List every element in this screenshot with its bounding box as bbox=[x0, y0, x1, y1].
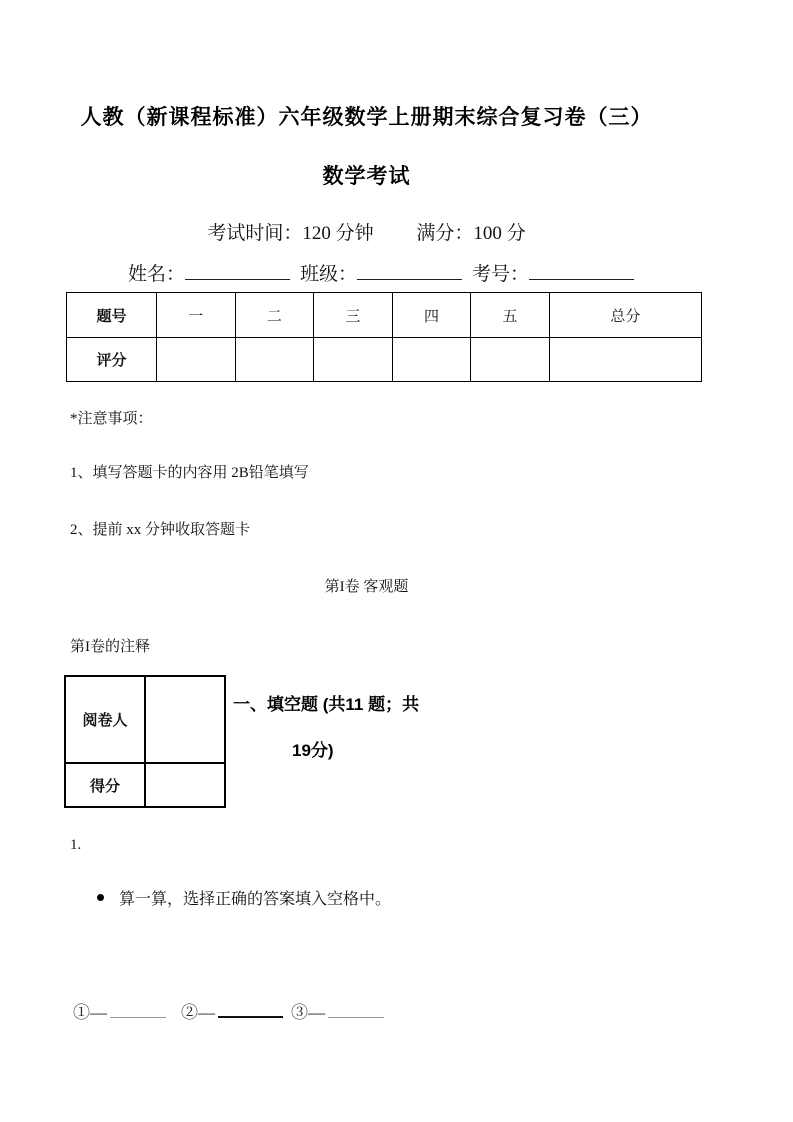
answer2-blank bbox=[218, 1002, 283, 1018]
name-label: 姓名： bbox=[128, 264, 186, 285]
notes-title: *注意事项： bbox=[70, 411, 153, 427]
grader-cell bbox=[145, 676, 225, 763]
exam-duration: 考试时间：120 分钟 bbox=[207, 223, 374, 244]
note-item-2: 2、提前 xx 分钟收取答题卡 bbox=[70, 522, 251, 538]
question-number-label: 题号 bbox=[67, 293, 157, 338]
score-cell-5 bbox=[471, 338, 550, 382]
answer3-blank bbox=[328, 1002, 384, 1018]
score-cell bbox=[145, 763, 225, 807]
column-header-5: 五 bbox=[471, 293, 550, 338]
class-blank bbox=[357, 260, 462, 280]
column-header-1: 一 bbox=[157, 293, 236, 338]
question1-answer-blanks bbox=[73, 998, 384, 1023]
column-header-total: 总分 bbox=[549, 293, 701, 338]
exam-no-label: 考号： bbox=[472, 264, 530, 285]
question1-number: 1. bbox=[70, 837, 82, 853]
exam-full-score: 满分：100 分 bbox=[416, 223, 526, 244]
table-row bbox=[65, 763, 225, 807]
fill-in-section-heading-line2: 19分) bbox=[292, 741, 334, 760]
score-cell-2 bbox=[235, 338, 314, 382]
score-label: 得分 bbox=[65, 763, 145, 807]
answer1-label: ①— bbox=[73, 1003, 107, 1022]
question1-prompt-text: 算一算，选择正确的答案填入空格中。 bbox=[119, 891, 392, 908]
fill-in-section-heading-line1: 一、填空题 (共11 题；共 bbox=[233, 695, 420, 714]
table-row bbox=[67, 338, 702, 382]
name-blank bbox=[185, 260, 290, 280]
score-cell-1 bbox=[157, 338, 236, 382]
column-header-4: 四 bbox=[392, 293, 471, 338]
score-row-label: 评分 bbox=[67, 338, 157, 382]
score-cell-4 bbox=[392, 338, 471, 382]
column-header-3: 三 bbox=[314, 293, 393, 338]
exam-subtitle: 数学考试 bbox=[322, 165, 411, 188]
table-row bbox=[67, 293, 702, 338]
score-summary-table bbox=[66, 292, 702, 382]
score-cell-3 bbox=[314, 338, 393, 382]
answer1-blank bbox=[110, 1002, 166, 1018]
score-cell-total bbox=[549, 338, 701, 382]
table-row bbox=[65, 676, 225, 763]
class-label: 班级： bbox=[300, 264, 358, 285]
column-header-2: 二 bbox=[235, 293, 314, 338]
answer2-label: ②— bbox=[181, 1003, 215, 1022]
grader-label: 阅卷人 bbox=[65, 676, 145, 763]
answer3-label: ③— bbox=[291, 1003, 325, 1022]
exam-no-blank bbox=[529, 260, 634, 280]
student-info-line bbox=[128, 259, 644, 286]
exam-meta-line bbox=[0, 218, 733, 245]
grader-score-table bbox=[64, 675, 226, 808]
note-item-1: 1、填写答题卡的内容用 2B铅笔填写 bbox=[70, 465, 309, 481]
page-title: 人教（新课程标准）六年级数学上册期末综合复习卷（三） bbox=[80, 106, 653, 129]
part1-title: 第I卷 客观题 bbox=[324, 579, 409, 595]
question1-prompt-line bbox=[97, 886, 391, 909]
bullet-icon bbox=[97, 894, 104, 901]
part1-note: 第I卷的注释 bbox=[70, 639, 150, 655]
